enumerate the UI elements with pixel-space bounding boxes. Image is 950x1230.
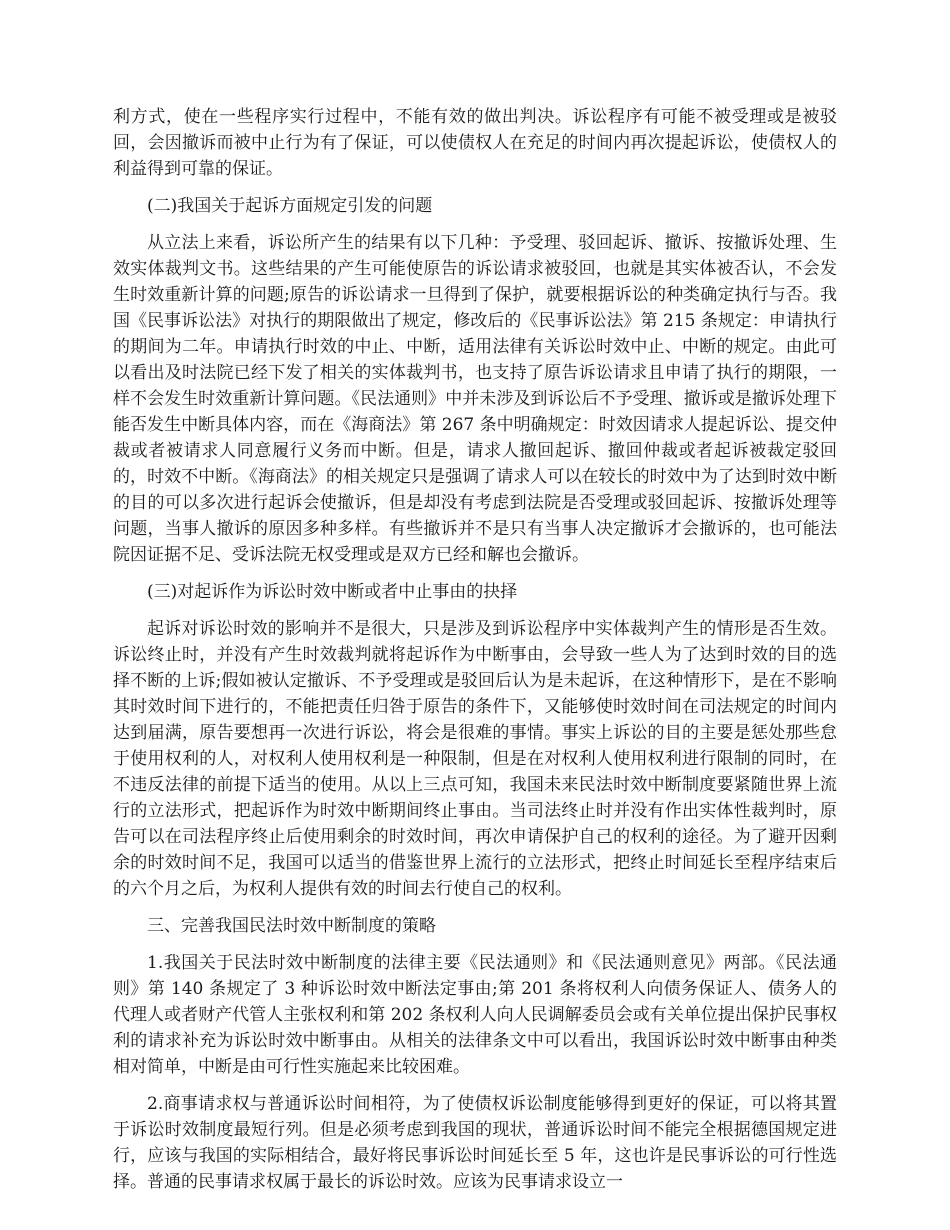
section-heading-2: (二)我国关于起诉方面规定引发的问题 xyxy=(147,196,433,216)
paragraph-legislation: 从立法上来看，诉讼所产生的结果有以下几种：予受理、驳回起诉、撤诉、按撤诉处理、生效实体裁判文书。这些结果的产生可能使原告的诉讼请求被驳回，也就是其实体被否认，不会发生时效重新计算的问题;原告的诉讼请求一旦得到了保护，就要根据诉讼的种类确定执行与否。我国《民事诉讼法》对执行的期限做出了规定，修改后的《民事诉讼法》第 215 条规定：申请执行的期间为二年。申请执行时效的中止、中断，适用法律有关诉讼时效中止、中断的规定。由此可以看出及时法院已经下发了相关的实体裁判书，也支持了原告诉讼请求且申请了执行的期限，一样不会发生时效重新计算问题。《民法通则》中并未涉及到诉讼后不予受理、撤诉或是撤诉处理下能否发生中断具体内容，而在《海商法》第 267 条中明确规定：时效因请求人提起诉讼、提交仲裁或者被请求人同意履行义务而中断。但是，请求人撤回起诉、撤回仲裁或者起诉被裁定驳回的，时效不中断。《海商法》的相关规定只是强调了请求人可以在较长的时效中为了达到时效中断的目的可以多次进行起诉会使撤诉，但是却没有考虑到法院是否受理或驳回起诉、按撤诉处理等问题，当事人撤诉的原因多种多样。有些撤诉并不是只有当事人决定撤诉才会撤诉的，也可能法院因证据不足、受诉法院无权受理或是双方已经和解也会撤诉。 xyxy=(113,233,837,565)
paragraph-continuation: 利方式，使在一些程序实行过程中，不能有效的做出判决。诉讼程序有可能不被受理或是被驳回，会因撤诉而被中止行为有了保证，可以使债权人在充足的时间内再次提起诉讼，使债权人的利益得到可靠的保证。 xyxy=(113,107,837,179)
section-heading-3: (三)对起诉作为诉讼时效中断或者中止事由的抉择 xyxy=(147,582,518,602)
document-body xyxy=(113,104,837,1206)
paragraph-choice: 起诉对诉讼时效的影响并不是很大，只是涉及到诉讼程序中实体裁判产生的情形是否生效。诉讼终止时，并没有产生时效裁判就将起诉作为中断事由，会导致一些人为了达到时效的目的选择不断的上诉;假如被认定撤诉、不予受理或是驳回后认为是未起诉，在这种情形下，是在不影响其时效时间下进行的，不能把责任归咎于原告的条件下，又能够使时效时间在司法规定的时间内达到届满，原告要想再一次进行诉讼，将会是很难的事情。事实上诉讼的目的主要是惩处那些怠于使用权利的人，对权利人使用权利是一种限制，但是在对权利人使用权利进行限制的同时，在不违反法律的前提下适当的使用。从以上三点可知，我国未来民法时效中断制度要紧随世界上流行的立法形式，把起诉作为时效中断期间终止事由。当司法终止时并没有作出实体性裁判时，原告可以在司法程序终止后使用剩余的时效时间，再次申请保护自己的权利的途径。为了避开因剩余的时效时间不足，我国可以适当的借鉴世界上流行的立法形式，把终止时间延长至程序结束后的六个月之后，为权利人提供有效的时间去行使自己的权利。 xyxy=(113,619,837,899)
paragraph-item-2: 2.商事请求权与普通诉讼时间相符，为了使债权诉讼制度能够得到更好的保证，可以将其置于诉讼时效制度最短行列。但是必须考虑到我国的现状，普通诉讼时间不能完全根据德国规定进行，应该与我国的实际相结合，最好将民事诉讼时间延长至 5 年，这也许是民事诉讼的可行性选择。普通的民事请求权属于最长的诉讼时效。应该为民事请求设立一 xyxy=(113,1094,837,1192)
chapter-heading-3: 三、完善我国民法时效中断制度的策略 xyxy=(147,916,436,936)
paragraph-item-1: 1.我国关于民法时效中断制度的法律主要《民法通则》和《民法通则意见》两部。《民法通则》第 140 条规定了 3 种诉讼时效中断法定事由;第 201 条将权利人向债务保证人、债务人的代理人或者财产代管人主张权利和第 202 条权利人向人民调解委员会或有关单位提出保护民事权利的请求补充为诉讼时效中断事由。从相关的法律条文中可以看出，我国诉讼时效中断事由种类相对简单，中断是由可行性实施起来比较困难。 xyxy=(113,953,837,1077)
